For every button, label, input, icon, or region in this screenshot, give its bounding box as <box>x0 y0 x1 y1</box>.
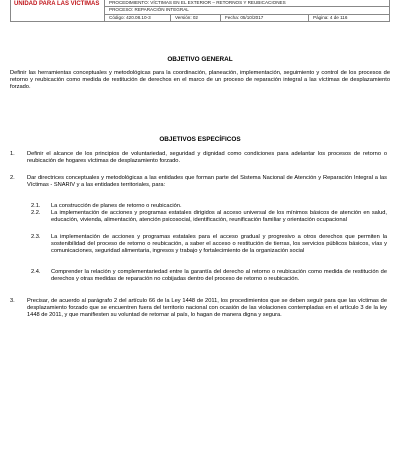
meta-row <box>105 15 390 22</box>
specific-objective-2-4: Comprender la relación y complementariedad entre la garantía del derecho al retorno o reubicación como medida de restitución de derechos y otras medidas de reparación no cobijadas dentro del proceso de retorno o reubicación. <box>51 269 387 283</box>
process-name: PROCESO: REPARACIÓN INTEGRAL <box>109 7 189 13</box>
general-objective-text: Definir las herramientas conceptuales y metodológicas para la coordinación, planeación, implementación, seguimiento y control de los procesos de retorno y reubicación como medida de restitución de derechos en el marco de un proceso de reparación integral a las víctimas de desplazamiento forzado. <box>10 70 390 91</box>
specific-objectives-heading: OBJETIVOS ESPECÍFICOS <box>159 136 241 143</box>
doc-page-number: Página: 4 de 116 <box>313 14 348 20</box>
sublist-item-number: 2.4. <box>31 269 41 275</box>
general-objective-heading: OBJETIVO GENERAL <box>167 56 233 63</box>
doc-code: Código: 420.08.10-3 <box>105 15 171 21</box>
procedure-name: PROCEDIMIENTO: VÍCTIMAS EN EL EXTERIOR – RETORNOS Y REUBICACIONES <box>109 0 286 5</box>
specific-objective-2-1: La construcción de planes de retorno o reubicación. <box>51 203 182 209</box>
list-item-number: 3. <box>10 298 15 304</box>
list-item-number: 1. <box>10 151 15 157</box>
sublist-item-number: 2.3. <box>31 234 41 240</box>
doc-date: Fecha: 05/10/2017 <box>221 15 309 21</box>
doc-version: Versión: 02 <box>171 15 221 21</box>
org-logo-text: UNIDAD PARA LAS VÍCTIMAS <box>14 1 100 7</box>
procedure-row <box>105 0 390 7</box>
org-logo <box>10 0 105 22</box>
specific-objective-1: Definir el alcance de los principios de voluntariedad, seguridad y dignidad como condiciones para adelantar los procesos de retorno o reubicación de hogares víctimas de desplazamiento forzado. <box>27 151 387 165</box>
list-item-number: 2. <box>10 175 15 181</box>
sublist-item-number: 2.2. <box>31 210 41 216</box>
sublist-item-number: 2.1. <box>31 203 41 209</box>
process-row <box>105 7 390 14</box>
specific-objective-2-2: La implementación de acciones y programas estatales dirigidos al acceso universal de los mínimos básicos de atención en salud, educación, vivienda, alimentación, atención psicosocial, identificación, reunificación familiar y orientación ocupacional <box>51 210 387 224</box>
specific-objective-2: Dar directrices conceptuales y metodológicas a las entidades que forman parte del Sistema Nacional de Atención y Reparación Integral a las Víctimas - SNARIV y a las entidades territoriales, para: <box>27 175 387 189</box>
specific-objective-2-3: La implementación de acciones y programas estatales para el acceso gradual y progresivo a otros derechos que permiten la sostenibilidad del proceso de retorno o reubicación, a saber el acceso o restitución de tierras, los servicios públicos básicos, vías y comunicaciones, seguridad alimentaria, ingresos y trabajo y fortalecimiento de la organización social <box>51 234 387 255</box>
document-header <box>10 0 390 22</box>
specific-objective-3: Precisar, de acuerdo al parágrafo 2 del artículo 66 de la Ley 1448 de 2011, los procedimientos que se deben seguir para que las víctimas de desplazamiento forzado que se encuentren fuera del territorio nacional con ocasión de las violaciones contempladas en el artículo 3 de la ley 1448 de 2011, y que manifiesten su voluntad de retornar al país, lo hagan de manera digna y segura. <box>27 298 387 319</box>
